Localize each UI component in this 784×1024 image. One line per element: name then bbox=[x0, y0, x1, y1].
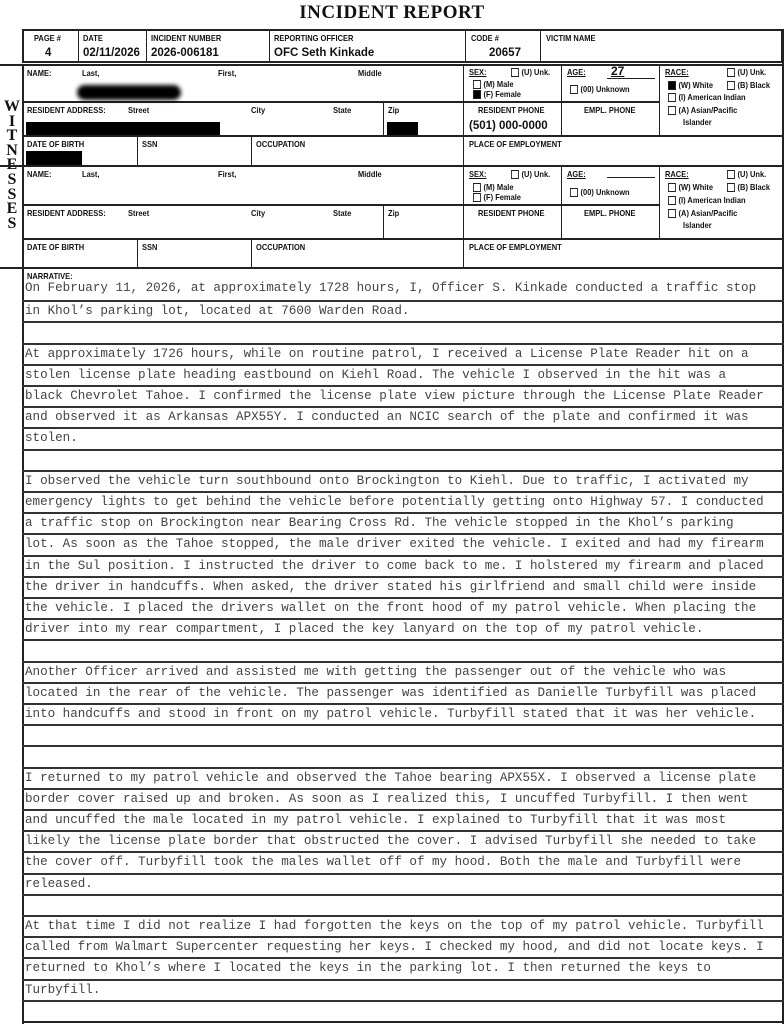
narrative-line[interactable]: the cover off. Turbyfill took the males wallet off of my hood. Both the male and Turbyfill were bbox=[22, 851, 784, 872]
city-label: City bbox=[251, 208, 266, 218]
option-label: (U) Unk. bbox=[521, 169, 551, 179]
divider bbox=[22, 101, 463, 103]
ssn-label: SSN bbox=[142, 242, 158, 252]
street-label: Street bbox=[128, 105, 150, 115]
checkbox-checked-icon[interactable] bbox=[668, 81, 676, 90]
checkbox-icon[interactable] bbox=[668, 183, 676, 192]
option-label: (B) Black bbox=[737, 80, 770, 90]
last-label: Last, bbox=[82, 169, 100, 179]
ssn-label: SSN bbox=[142, 139, 158, 149]
divider bbox=[0, 267, 784, 269]
redacted-dob bbox=[26, 151, 82, 165]
narrative-line[interactable]: released. bbox=[22, 873, 784, 894]
race-white-option[interactable] bbox=[668, 182, 713, 192]
occupation-label: OCCUPATION bbox=[256, 242, 306, 252]
narrative-line[interactable]: border cover raised up and broken. As soon as I realized this, I uncuffed Turbyfill. I then went bbox=[22, 788, 784, 809]
incident-number-value[interactable]: 2026-006181 bbox=[151, 47, 219, 59]
option-label: (W) White bbox=[678, 80, 714, 90]
option-label: (U) Unk. bbox=[521, 67, 551, 77]
occupation-label: OCCUPATION bbox=[256, 139, 306, 149]
side-letter: T bbox=[6, 127, 18, 145]
checkbox-icon[interactable] bbox=[668, 93, 676, 102]
narrative-line[interactable]: emergency lights to get behind the vehicle before potentially getting onto Highway 57. I conducted bbox=[22, 491, 784, 512]
resident-phone-label: RESIDENT PHONE bbox=[478, 105, 545, 115]
reporting-officer-value[interactable]: OFC Seth Kinkade bbox=[274, 47, 375, 59]
divider bbox=[251, 238, 252, 267]
race-label: RACE: bbox=[665, 169, 689, 179]
date-label: DATE bbox=[83, 33, 103, 43]
narrative-line[interactable]: driver into my rear compartment, I placed the key lanyard on the top of my patrol vehicle. bbox=[22, 618, 784, 639]
divider bbox=[0, 64, 784, 66]
narrative-line[interactable]: stolen license plate heading eastbound on Kiehl Road. The vehicle I observed in the hit was a bbox=[22, 364, 784, 385]
divider bbox=[22, 238, 782, 240]
age-unknown-option[interactable] bbox=[570, 187, 630, 197]
checkbox-icon[interactable] bbox=[570, 188, 578, 197]
age-value[interactable]: 27 bbox=[607, 64, 655, 79]
race-unk-option[interactable] bbox=[727, 169, 766, 179]
divider bbox=[463, 135, 464, 165]
narrative-line[interactable]: Turbyfill. bbox=[22, 979, 784, 1000]
dob-label: DATE OF BIRTH bbox=[27, 139, 85, 149]
narrative-label: NARRATIVE: bbox=[27, 271, 73, 281]
divider bbox=[137, 238, 138, 267]
dob-label: DATE OF BIRTH bbox=[27, 242, 85, 252]
narrative-line[interactable]: lot. As soon as the Tahoe stopped, the male driver exited the vehicle. I exited and had my firearm bbox=[22, 533, 784, 554]
option-label: (00) Unknown bbox=[580, 84, 630, 94]
option-label: (U) Unk. bbox=[737, 169, 767, 179]
race-asian-option[interactable] bbox=[668, 105, 737, 115]
race-indian-option[interactable] bbox=[668, 92, 746, 102]
option-label: (M) Male bbox=[483, 182, 514, 192]
race-islander-label: Islander bbox=[683, 220, 712, 230]
redacted-zip bbox=[387, 122, 418, 135]
divider bbox=[251, 135, 252, 165]
narrative-line[interactable] bbox=[22, 894, 784, 915]
race-white-option[interactable] bbox=[668, 80, 713, 90]
zip-label: Zip bbox=[388, 208, 400, 218]
empl-phone-label: EMPL. PHONE bbox=[584, 105, 636, 115]
checkbox-icon[interactable] bbox=[727, 183, 735, 192]
checkbox-icon[interactable] bbox=[668, 196, 676, 205]
side-letter: E bbox=[6, 200, 18, 218]
resident-phone-value[interactable]: (501) 000-0000 bbox=[469, 120, 548, 132]
divider bbox=[146, 31, 147, 61]
divider bbox=[659, 165, 660, 238]
divider bbox=[22, 1021, 784, 1023]
checkbox-icon[interactable] bbox=[668, 106, 676, 115]
side-letter: N bbox=[6, 141, 18, 159]
narrative-line[interactable]: located in the rear of the vehicle. The passenger was identified as Danielle Turbyfill was placed bbox=[22, 682, 784, 703]
option-label: (A) Asian/Pacific bbox=[678, 208, 738, 218]
race-asian-option[interactable] bbox=[668, 208, 737, 218]
option-label: (W) White bbox=[678, 182, 714, 192]
divider bbox=[463, 165, 464, 238]
divider bbox=[540, 31, 541, 61]
narrative-line[interactable]: and uncuffed the male located in my patrol vehicle. I explained to Turbyfill that it was most bbox=[22, 809, 784, 830]
checkbox-icon[interactable] bbox=[727, 81, 735, 90]
narrative-line[interactable]: likely the license plate border that obstructed the cover. I advised Turbyfill she needed to take bbox=[22, 830, 784, 851]
checkbox-icon[interactable] bbox=[727, 68, 735, 77]
checkbox-icon[interactable] bbox=[511, 170, 519, 179]
middle-label: Middle bbox=[358, 68, 382, 78]
divider bbox=[137, 135, 138, 165]
state-label: State bbox=[333, 208, 352, 218]
sex-male-option[interactable] bbox=[473, 79, 513, 89]
name-label: NAME: bbox=[27, 169, 52, 179]
narrative-line[interactable]: At that time I did not realize I had forgotten the keys on the top of my patrol vehicle. Turbyfill bbox=[22, 915, 784, 936]
narrative-line[interactable]: I returned to my patrol vehicle and observed the Tahoe bearing APX55X. I observed a license plate bbox=[22, 767, 784, 788]
checkbox-icon[interactable] bbox=[511, 68, 519, 77]
narrative-line[interactable]: I observed the vehicle turn southbound onto Brockington to Kiehl. Due to traffic, I activated my bbox=[22, 470, 784, 491]
victim-name-label: VICTIM NAME bbox=[546, 33, 596, 43]
sex-female-option[interactable] bbox=[473, 89, 521, 99]
narrative-line[interactable]: black Chevrolet Tahoe. I confirmed the license plate view picture through the License Plate Reader bbox=[22, 385, 784, 406]
narrative-line[interactable]: On February 11, 2026, at approximately 1728 hours, I, Officer S. Kinkade conducted a traffic stop bbox=[25, 281, 757, 295]
option-label: (B) Black bbox=[737, 182, 770, 192]
divider bbox=[0, 165, 784, 167]
place-of-employment-label: PLACE OF EMPLOYMENT bbox=[469, 139, 562, 149]
empl-phone-label: EMPL. PHONE bbox=[584, 208, 636, 218]
sex-unk-option[interactable] bbox=[511, 169, 550, 179]
narrative-line[interactable]: the vehicle. I placed the drivers wallet on the front hood of my patrol vehicle. When placing the bbox=[22, 597, 784, 618]
checkbox-icon[interactable] bbox=[727, 170, 735, 179]
first-label: First, bbox=[218, 169, 237, 179]
narrative-line[interactable]: Another Officer arrived and assisted me with getting the passenger out of the vehicle who was bbox=[22, 661, 784, 682]
narrative-line[interactable]: in the Sul position. I instructed the driver to come back to me. I holstered my firearm and placed bbox=[22, 555, 784, 576]
street-label: Street bbox=[128, 208, 150, 218]
checkbox-checked-icon[interactable] bbox=[473, 90, 481, 99]
resident-address-label: RESIDENT ADDRESS: bbox=[27, 208, 106, 218]
option-label: (F) Female bbox=[483, 192, 521, 202]
divider bbox=[465, 31, 466, 61]
race-black-option[interactable] bbox=[727, 182, 770, 192]
narrative-line[interactable] bbox=[22, 724, 784, 745]
zip-label: Zip bbox=[388, 105, 400, 115]
narrative-line[interactable] bbox=[22, 639, 784, 660]
redacted-name bbox=[77, 85, 181, 100]
sex-label: SEX: bbox=[469, 67, 487, 77]
narrative-line[interactable]: At approximately 1726 hours, while on routine patrol, I received a License Plate Reader hit on a bbox=[22, 343, 784, 364]
narrative-line[interactable] bbox=[22, 321, 784, 342]
narrative-line[interactable]: in Khol’s parking lot, located at 7600 Warden Road. bbox=[22, 300, 784, 321]
middle-label: Middle bbox=[358, 169, 382, 179]
option-label: (M) Male bbox=[483, 79, 514, 89]
narrative-line[interactable]: returned to Khol’s where I located the keys in the parking lot. I then returned the keys to bbox=[22, 957, 784, 978]
last-label: Last, bbox=[82, 68, 100, 78]
redacted-address bbox=[26, 122, 220, 135]
page-label: PAGE # bbox=[34, 33, 61, 43]
first-label: First, bbox=[218, 68, 237, 78]
state-label: State bbox=[333, 105, 352, 115]
divider bbox=[22, 135, 782, 137]
narrative-line[interactable] bbox=[22, 745, 784, 766]
race-label: RACE: bbox=[665, 67, 689, 77]
age-unknown-option[interactable] bbox=[570, 84, 630, 94]
side-letter: S bbox=[7, 214, 17, 232]
sex-unk-option[interactable] bbox=[511, 67, 550, 77]
narrative-line[interactable]: into handcuffs and stood in front on my patrol vehicle. Turbyfill stated that it was her vehicle. bbox=[22, 703, 784, 724]
side-letter: I bbox=[8, 112, 16, 130]
age-value[interactable] bbox=[607, 166, 655, 178]
resident-phone-label: RESIDENT PHONE bbox=[478, 208, 545, 218]
option-label: (I) American Indian bbox=[678, 195, 746, 205]
document-title: INCIDENT REPORT bbox=[299, 2, 485, 23]
checkbox-icon[interactable] bbox=[473, 193, 481, 202]
race-unk-option[interactable] bbox=[727, 67, 766, 77]
divider bbox=[383, 204, 384, 238]
page-value[interactable]: 4 bbox=[45, 47, 52, 59]
reporting-officer-label: REPORTING OFFICER bbox=[274, 33, 354, 43]
checkbox-icon[interactable] bbox=[668, 209, 676, 218]
option-label: (00) Unknown bbox=[580, 187, 630, 197]
header-table bbox=[22, 29, 783, 63]
divider bbox=[22, 204, 463, 206]
resident-address-label: RESIDENT ADDRESS: bbox=[27, 105, 106, 115]
race-black-option[interactable] bbox=[727, 80, 770, 90]
divider bbox=[78, 31, 79, 61]
race-islander-label: Islander bbox=[683, 117, 712, 127]
name-label: NAME: bbox=[27, 68, 52, 78]
narrative-line[interactable]: a traffic stop on Brockington near Bearing Cross Rd. The vehicle stopped in the Khol’s parking bbox=[22, 512, 784, 533]
incident-number-label: INCIDENT NUMBER bbox=[151, 33, 222, 43]
narrative-line[interactable] bbox=[22, 1000, 784, 1021]
option-label: (U) Unk. bbox=[737, 67, 767, 77]
place-of-employment-label: PLACE OF EMPLOYMENT bbox=[469, 242, 562, 252]
side-letter: S bbox=[7, 185, 17, 203]
sex-label: SEX: bbox=[469, 169, 487, 179]
checkbox-icon[interactable] bbox=[473, 80, 481, 89]
sex-female-option[interactable] bbox=[473, 192, 521, 202]
side-letter: W bbox=[4, 98, 20, 115]
age-label: AGE: bbox=[567, 67, 586, 77]
divider bbox=[463, 238, 464, 267]
date-value[interactable]: 02/11/2026 bbox=[83, 47, 140, 59]
narrative-line[interactable]: stolen. bbox=[22, 427, 784, 448]
divider bbox=[269, 31, 270, 61]
narrative-line[interactable]: called from Walmart Supercenter requesting her keys. I checked my hood, and did not locate keys. I bbox=[22, 936, 784, 957]
narrative-line[interactable] bbox=[22, 449, 784, 470]
age-label: AGE: bbox=[567, 169, 586, 179]
side-letter: S bbox=[7, 170, 17, 188]
option-label: (A) Asian/Pacific bbox=[678, 105, 738, 115]
option-label: (I) American Indian bbox=[678, 92, 746, 102]
race-indian-option[interactable] bbox=[668, 195, 746, 205]
option-label: (F) Female bbox=[483, 89, 521, 99]
narrative-line[interactable]: the driver in handcuffs. When asked, the driver stated his girlfriend and small child were inside bbox=[22, 576, 784, 597]
checkbox-icon[interactable] bbox=[570, 85, 578, 94]
city-label: City bbox=[251, 105, 266, 115]
divider bbox=[383, 101, 384, 135]
sex-male-option[interactable] bbox=[473, 182, 513, 192]
divider bbox=[659, 64, 660, 135]
divider bbox=[463, 64, 464, 135]
divider bbox=[561, 64, 562, 135]
divider bbox=[561, 165, 562, 238]
narrative-line[interactable]: and observed it as Arkansas APX55Y. I conducted an NCIC search of the plate and confirmed it was bbox=[22, 406, 784, 427]
side-letter: E bbox=[6, 156, 18, 174]
code-label: CODE # bbox=[471, 33, 499, 43]
code-value[interactable]: 20657 bbox=[489, 47, 521, 59]
checkbox-icon[interactable] bbox=[473, 183, 481, 192]
